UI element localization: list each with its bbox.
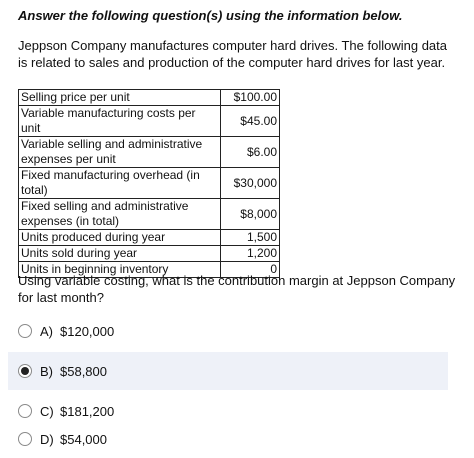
radio-button-d[interactable]: [18, 432, 32, 446]
row-value: 1,500: [221, 230, 280, 246]
row-value: $8,000: [221, 199, 280, 230]
row-value: $100.00: [221, 90, 280, 106]
table-row: [19, 90, 280, 106]
table-row: [19, 230, 280, 246]
instructions-heading: Answer the following question(s) using the information below.: [18, 8, 403, 23]
question-text: Using variable costing, what is the contribution margin at Jeppson Company for last month?: [18, 273, 456, 305]
option-letter: A): [40, 323, 53, 339]
data-table: [18, 89, 280, 278]
radio-button-a[interactable]: [18, 324, 32, 338]
row-value: 0: [221, 262, 280, 278]
option-letter: D): [40, 431, 54, 447]
row-value: $45.00: [221, 106, 280, 137]
answer-option-a[interactable]: [8, 312, 448, 350]
row-label: Fixed manufacturing overhead (in total): [19, 168, 221, 199]
intro-paragraph: Jeppson Company manufactures computer hard drives. The following data is related to sales and production of the computer hard drives for last year.: [18, 38, 447, 70]
table-row: [19, 199, 280, 230]
radio-button-b[interactable]: [18, 364, 32, 378]
row-label: Units sold during year: [19, 246, 221, 262]
row-label: Variable manufacturing costs per unit: [19, 106, 221, 137]
answer-option-b[interactable]: [8, 352, 448, 390]
option-text: $54,000: [60, 431, 107, 447]
row-label: Units produced during year: [19, 230, 221, 246]
option-text: $181,200: [60, 403, 115, 419]
row-label: Variable selling and administrative expenses per unit: [19, 137, 221, 168]
row-label: Fixed selling and administrative expenses (in total): [19, 199, 221, 230]
row-label: Selling price per unit: [19, 90, 221, 106]
option-text: $120,000: [60, 323, 115, 339]
radio-button-c[interactable]: [18, 404, 32, 418]
option-letter: B): [40, 363, 53, 379]
row-label: Units in beginning inventory: [19, 262, 221, 278]
option-text: $58,800: [60, 363, 107, 379]
row-value: 1,200: [221, 246, 280, 262]
row-value: $30,000: [221, 168, 280, 199]
table-row: [19, 246, 280, 262]
radio-selected-dot-icon: [21, 367, 29, 375]
row-value: $6.00: [221, 137, 280, 168]
table-row: [19, 137, 280, 168]
table-row: [19, 168, 280, 199]
option-letter: C): [40, 403, 54, 419]
answer-option-d[interactable]: [8, 420, 448, 458]
table-row: [19, 106, 280, 137]
